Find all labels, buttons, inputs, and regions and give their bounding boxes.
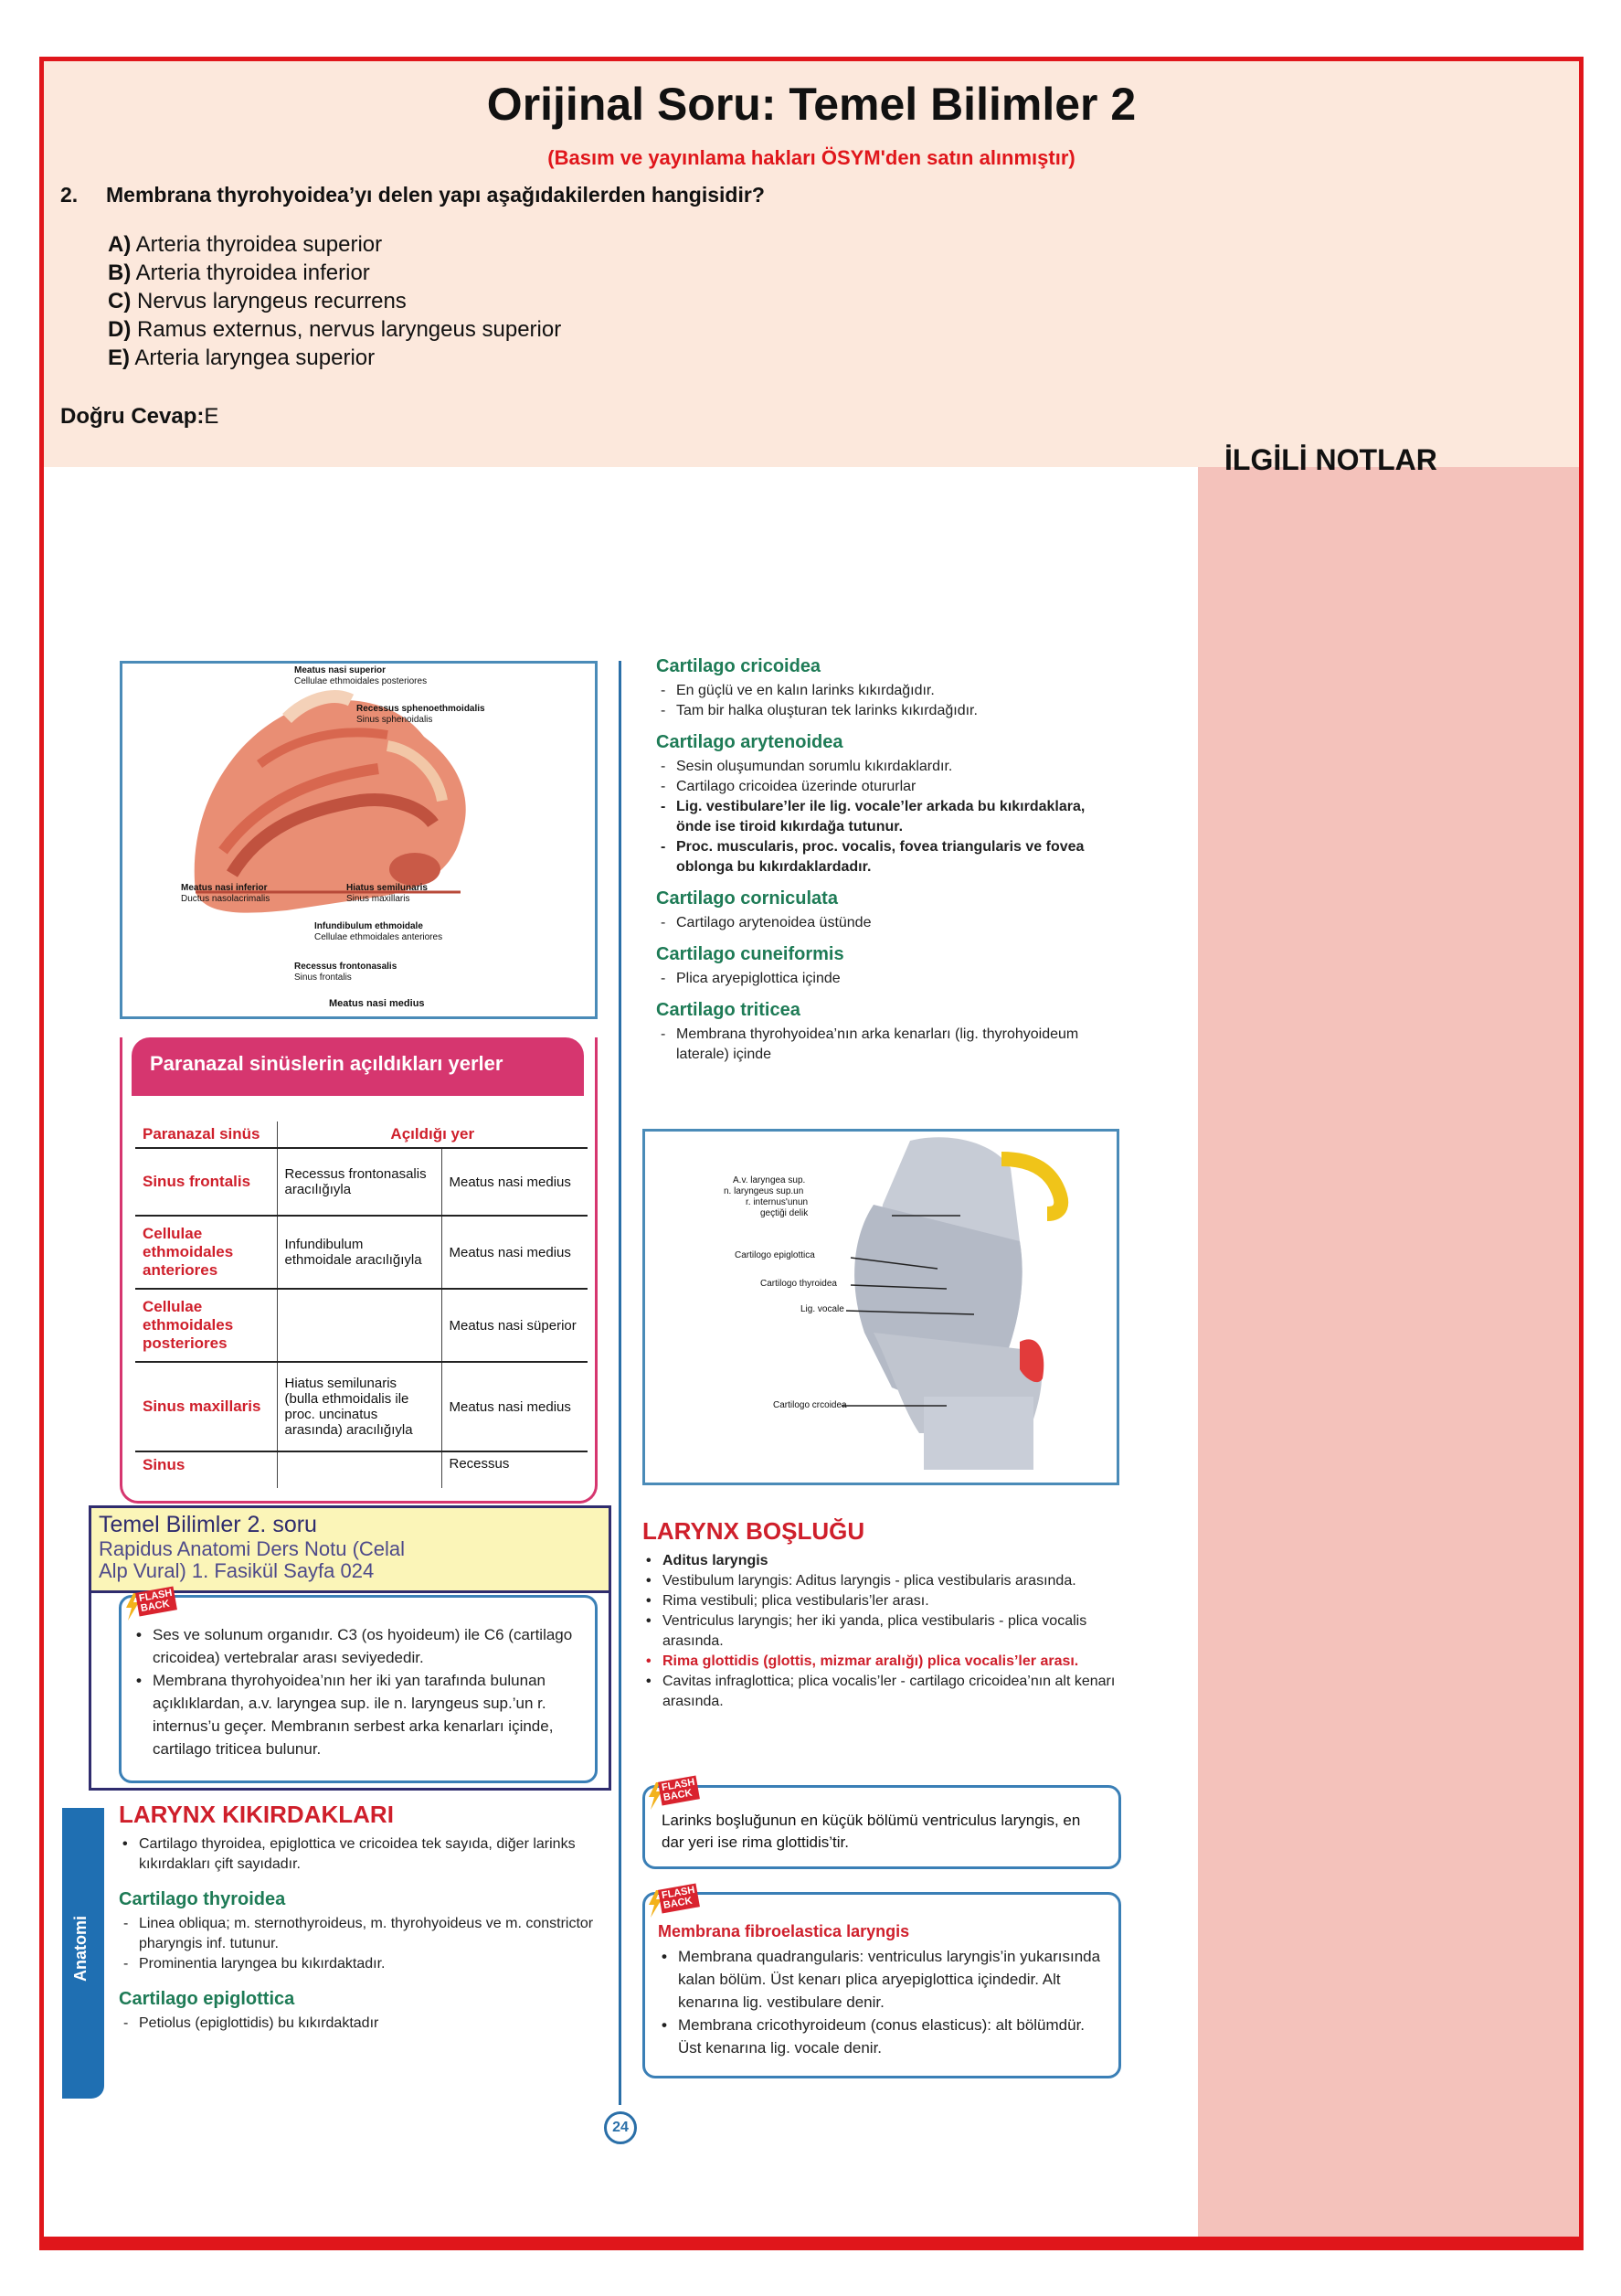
answer-label: Doğru Cevap:: [60, 404, 205, 429]
dash-list: [119, 1914, 603, 1974]
page-number: 24: [604, 2111, 637, 2144]
flash-back-box-2: [642, 1785, 1121, 1869]
table-cell: [277, 1289, 441, 1362]
subheading: Cartilago corniculata: [656, 888, 838, 909]
figure-label: Cellulae ethmoidales anteriores: [314, 932, 443, 942]
list-item: • Ventriculus laryngis; her iki yanda, plica vestibularis - plica vocalis arasında.: [642, 1611, 1122, 1652]
table-cell: Sinus maxillaris: [135, 1362, 277, 1451]
table-header-row: [135, 1121, 588, 1148]
list-item: • Cartilago thyroidea, epiglottica ve cricoidea tek sayıda, diğer larinks kıkırdakları çift sayıdadır.: [119, 1834, 603, 1875]
larynx-illustration: [645, 1132, 1117, 1483]
sinus-banner-title: Paranazal sinüslerin açıldıkları yerler: [150, 1052, 503, 1075]
list-item: - Cartilago arytenoidea üstünde: [656, 913, 1122, 933]
reference-box: [89, 1505, 611, 1593]
subheading: Cartilago thyroidea: [119, 1889, 286, 1909]
table-cell: Cellulae ethmoidales anteriores: [135, 1216, 277, 1289]
figure-label: Cartilogo epiglottica: [735, 1250, 815, 1260]
table-row: [135, 1216, 588, 1289]
question-text: Membrana thyrohyoidea’yı delen yapı aşağıdakilerden hangisidir?: [106, 183, 765, 207]
option-letter: A): [108, 232, 132, 257]
list-item: - Sesin oluşumundan sorumlu kıkırdaklardır.: [656, 757, 1122, 777]
dash-list: [656, 757, 1122, 877]
flash-back-text: Larinks boşluğunun en küçük bölümü ventriculus laryngis, en dar yeri ise rima glottidis’tir.: [662, 1812, 1081, 1851]
table-cell: Recessus: [449, 1456, 510, 1472]
flash-back-label: FLASH BACK: [135, 1587, 177, 1617]
list-item: • Ses ve solunum organıdır. C3 (os hyoideum) ile C6 (cartilago cricoidea) vertebralar arası seviyededir.: [132, 1623, 584, 1669]
table-cell: [277, 1451, 441, 1488]
subheading: Cartilago epiglottica: [119, 1989, 295, 2009]
question-panel: [44, 61, 1579, 467]
nasal-cavity-figure: [120, 661, 598, 1019]
figure-label: geçtiği delik: [760, 1208, 809, 1218]
figure-label: Meatus nasi medius: [329, 998, 425, 1009]
bottom-bar: [39, 2237, 1584, 2250]
flash-back-list: [132, 1623, 584, 1760]
list-item: • Rima glottidis (glottis, mizmar aralığı) plica vocalis’ler arası.: [642, 1652, 1122, 1672]
option-text: Arteria thyroidea superior: [135, 232, 383, 257]
table-row: [135, 1362, 588, 1451]
option-text: Arteria thyroidea inferior: [135, 260, 370, 285]
reference-title: Temel Bilimler 2. soru: [99, 1512, 317, 1537]
bullet-list: [119, 1834, 603, 1875]
table-cell: Infundibulum ethmoidale aracılığıyla: [277, 1216, 441, 1289]
flash-back-label: FLASH BACK: [658, 1776, 700, 1806]
figure-label: Hiatus semilunaris: [346, 883, 428, 893]
option-a: [108, 230, 561, 259]
list-item: • Membrana cricothyroideum (conus elasticus): alt bölümdür. Üst kenarına lig. vocale denir.: [658, 2014, 1106, 2059]
table-cell: Meatus nasi medius: [441, 1216, 588, 1289]
table-cell: Recessus frontonasalis aracılığıyla: [277, 1148, 441, 1216]
flash-back-tag: [124, 1588, 174, 1622]
question-number: 2.: [60, 183, 79, 207]
sinus-table-banner: [132, 1037, 584, 1096]
flash-back-box-3: [642, 1892, 1121, 2078]
bullet-list: [642, 1551, 1122, 1712]
table-cell: Sinus: [135, 1451, 277, 1488]
dash-list: [656, 681, 1122, 721]
table-header: Açıldığı yer: [277, 1121, 588, 1148]
section-heading: LARYNX KIKIRDAKLARI: [119, 1801, 394, 1828]
flash-back-label: FLASH BACK: [658, 1884, 700, 1914]
figure-label: Meatus nasi superior: [294, 665, 387, 675]
side-tab: [62, 1808, 104, 2099]
option-letter: D): [108, 317, 132, 342]
option-letter: E): [108, 345, 130, 370]
dash-list: [656, 1025, 1122, 1065]
figure-label: n. laryngeus sup.un: [724, 1186, 804, 1196]
subheading: Cartilago triticea: [656, 1000, 800, 1020]
list-item: - Linea obliqua; m. sternothyroideus, m. thyrohyoideus ve m. constrictor pharyngis inf. tutunur.: [119, 1914, 603, 1954]
sinus-table-box: [120, 1037, 598, 1504]
option-e: [108, 344, 561, 372]
figure-label: r. internus'unun: [746, 1197, 809, 1207]
column-divider: [619, 661, 621, 2105]
flash-back-tag: [647, 1885, 696, 1919]
option-text: Ramus externus, nervus laryngeus superior: [137, 317, 562, 342]
dash-list: [656, 913, 1122, 933]
table-row: [135, 1148, 588, 1216]
subheading: Cartilago cuneiformis: [656, 944, 844, 964]
reference-page: Alp Vural) 1. Fasikül Sayfa 024: [99, 1559, 375, 1582]
notes-panel: [1198, 467, 1579, 2246]
list-item: - Prominentia laryngea bu kıkırdaktadır.: [119, 1954, 603, 1974]
flash-back-heading: Membrana fibroelastica laryngis: [658, 1922, 910, 1940]
option-letter: C): [108, 289, 132, 314]
answer-value: E: [204, 404, 219, 429]
list-item: • Membrana quadrangularis: ventriculus laryngis’in yukarısında kalan bölüm. Üst kenarı plica aryepiglottica içindedir. Alt kenarına lig. vestibulare denir.: [658, 1945, 1106, 2014]
list-item: - Plica aryepiglottica içinde: [656, 969, 1122, 989]
section-heading: LARYNX BOŞLUĞU: [642, 1517, 865, 1545]
list-item: - Cartilago cricoidea üzerinde otururlar: [656, 777, 1122, 797]
table-cell: Hiatus semilunaris (bulla ethmoidalis ile proc. uncinatus arasında) aracılığıyla: [277, 1362, 441, 1451]
rights-notice: (Basım ve yayınlama hakları ÖSYM'den satın alınmıştır): [547, 146, 1075, 169]
option-text: Nervus laryngeus recurrens: [137, 289, 407, 314]
side-tab-label: Anatomi: [71, 1916, 90, 1982]
subheading: Cartilago cricoidea: [656, 656, 821, 676]
figure-label: Cellulae ethmoidales posteriores: [294, 676, 428, 686]
table-row: [135, 1451, 588, 1488]
larynx-figure: [642, 1129, 1119, 1485]
figure-label: Sinus sphenoidalis: [356, 715, 433, 725]
flash-back-box-1: [119, 1595, 598, 1783]
list-item: • Aditus laryngis: [642, 1551, 1122, 1571]
table-header: Paranazal sinüs: [135, 1121, 277, 1148]
option-text: Arteria laryngea superior: [134, 345, 376, 370]
list-item: - Petiolus (epiglottidis) bu kıkırdaktadır: [119, 2014, 603, 2034]
page-title: Orijinal Soru: Temel Bilimler 2: [486, 79, 1137, 130]
figure-label: Recessus sphenoethmoidalis: [356, 704, 485, 714]
option-c: [108, 287, 561, 315]
larynx-cavity-section: [642, 1517, 1122, 1712]
sinus-table: [135, 1121, 588, 1488]
list-item: • Cavitas infraglottica; plica vocalis’ler - cartilago cricoidea’nın alt kenarı arasında.: [642, 1672, 1122, 1712]
figure-label: Infundibulum ethmoidale: [314, 921, 423, 931]
list-item: • Membrana thyrohyoidea’nın her iki yan tarafında bulunan açıklıklardan, a.v. laryngea sup. ile n. laryngeus sup.’un r. internus’u geçer. Membranın serbest arka kenarları içinde, cartilago triticea bulunur.: [132, 1669, 584, 1760]
reference-source: Rapidus Anatomi Ders Notu (Celal: [99, 1537, 406, 1560]
list-item: - Tam bir halka oluşturan tek larinks kıkırdağıdır.: [656, 701, 1122, 721]
figure-label: Ductus nasolacrimalis: [181, 894, 270, 904]
flash-back-tag: [647, 1777, 696, 1812]
subheading: Cartilago arytenoidea: [656, 732, 843, 752]
question-line: [60, 183, 765, 207]
figure-label: Recessus frontonasalis: [294, 962, 397, 972]
figure-label: Cartilogo thyroidea: [760, 1279, 837, 1289]
list-item: • Vestibulum laryngis: Aditus laryngis - plica vestibularis arasında.: [642, 1571, 1122, 1591]
bullet-list: [658, 1945, 1106, 2059]
right-column-top: [656, 656, 1122, 1065]
correct-answer: [60, 404, 218, 430]
table-cell: Cellulae ethmoidales posteriores: [135, 1289, 277, 1362]
larynx-cartilages-section: [119, 1801, 603, 2034]
list-item: - Lig. vestibulare’ler ile lig. vocale’ler arkada bu kıkırdaklara, önde ise tiroid kıkırdağa tutunur.: [656, 797, 1122, 837]
figure-label: A.v. laryngea sup.: [733, 1175, 806, 1185]
table-cell: Meatus nasi medius: [441, 1362, 588, 1451]
option-d: [108, 315, 561, 344]
list-item: • Rima vestibuli; plica vestibularis’ler arası.: [642, 1591, 1122, 1611]
table-row: [135, 1289, 588, 1362]
table-cell: Meatus nasi süperior: [441, 1289, 588, 1362]
figure-label: Sinus maxillaris: [346, 894, 410, 904]
list-item: - Membrana thyrohyoidea’nın arka kenarları (lig. thyrohyoideum laterale) içinde: [656, 1025, 1122, 1065]
table-cell: Meatus nasi medius: [441, 1148, 588, 1216]
figure-label: Cartilogo crcoidea: [773, 1400, 847, 1410]
table-cell: Sinus frontalis: [135, 1148, 277, 1216]
dash-list: [119, 2014, 603, 2034]
answer-options: [108, 230, 561, 372]
option-b: [108, 259, 561, 287]
notes-title: İLGİLİ NOTLAR: [1224, 443, 1437, 476]
figure-label: Lig. vocale: [800, 1304, 844, 1314]
list-item: - En güçlü ve en kalın larinks kıkırdağıdır.: [656, 681, 1122, 701]
option-letter: B): [108, 260, 132, 285]
dash-list: [656, 969, 1122, 989]
figure-label: Sinus frontalis: [294, 973, 352, 983]
list-item: - Proc. muscularis, proc. vocalis, fovea triangularis ve fovea oblonga bu kıkırdaklardadır.: [656, 837, 1122, 877]
figure-label: Meatus nasi inferior: [181, 883, 268, 893]
